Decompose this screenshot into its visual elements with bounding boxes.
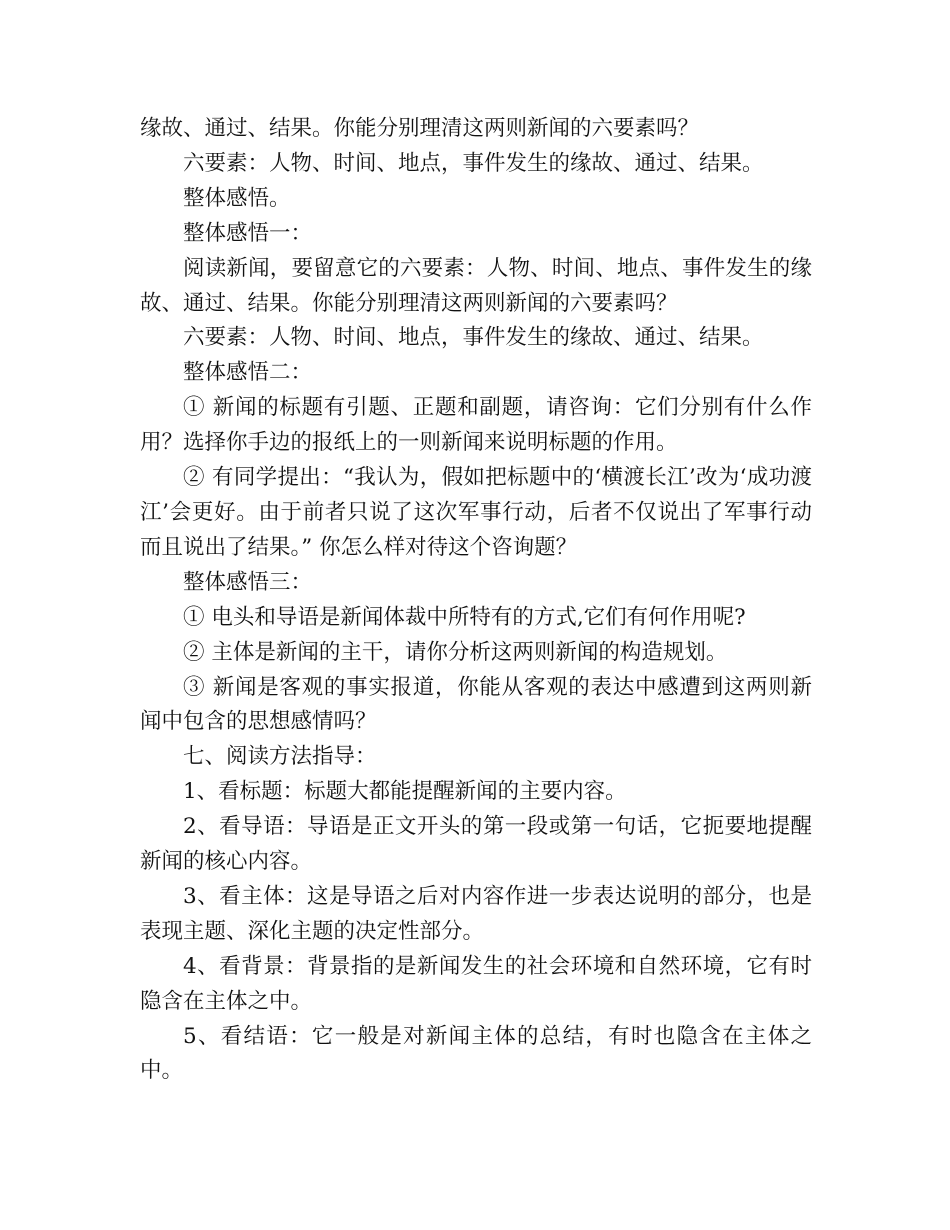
document-page: [140, 112, 812, 1089]
list-item: ② 主体是新闻的主干，请你分析这两则新闻的构造规划。: [183, 639, 728, 665]
list-item: ③ 新闻是客观的事实报道，你能从客观的表达中感遭到这两则新闻中包含的思想感情吗？: [140, 674, 812, 735]
section-heading: 整体感悟一：: [183, 220, 313, 246]
paragraph: 阅读新闻，要留意它的六要素：人物、时间、地点、事件发生的缘故、通过、结果。你能分别理清这两则新闻的六要素吗？: [140, 255, 812, 316]
list-item: 5、看结语：它一般是对新闻主体的总结，有时也隐含在主体之中。: [140, 1023, 812, 1084]
list-item: ② 有同学提出：“我认为，假如把标题中的‘横渡长江’改为‘成功渡江’会更好。由于前者只说了这次军事行动，后者不仅说出了军事行动而且说出了结果。” 你怎么样对待这个咨询题？: [140, 465, 812, 560]
paragraph: 六要素：人物、时间、地点，事件发生的缘故、通过、结果。: [183, 150, 764, 176]
section-heading: 整体感悟三：: [183, 569, 313, 595]
list-item: 3、看主体：这是导语之后对内容作进一步表达说明的部分，也是表现主题、深化主题的决定性部分。: [140, 883, 812, 944]
list-item: 4、看背景：背景指的是新闻发生的社会环境和自然环境，它有时隐含在主体之中。: [140, 953, 812, 1014]
section-heading: 七、阅读方法指导：: [183, 744, 377, 770]
section-heading: 整体感悟二：: [183, 360, 313, 386]
list-item: ① 电头和导语是新闻体裁中所特有的方式,它们有何作用呢?: [183, 604, 746, 630]
list-item: 1、看标题：标题大都能提醒新闻的主要内容。: [183, 779, 627, 805]
paragraph: 缘故、通过、结果。你能分别理清这两则新闻的六要素吗？: [140, 116, 700, 141]
list-item: 2、看导语：导语是正文开头的第一段或第一句话，它扼要地提醒新闻的核心内容。: [140, 814, 812, 875]
paragraph: 六要素：人物、时间、地点，事件发生的缘故、通过、结果。: [183, 325, 764, 351]
paragraph: 整体感悟。: [183, 185, 291, 211]
list-item: ① 新闻的标题有引题、正题和副题，请咨询：它们分别有什么作用？选择你手边的报纸上的一则新闻来说明标题的作用。: [140, 395, 812, 456]
